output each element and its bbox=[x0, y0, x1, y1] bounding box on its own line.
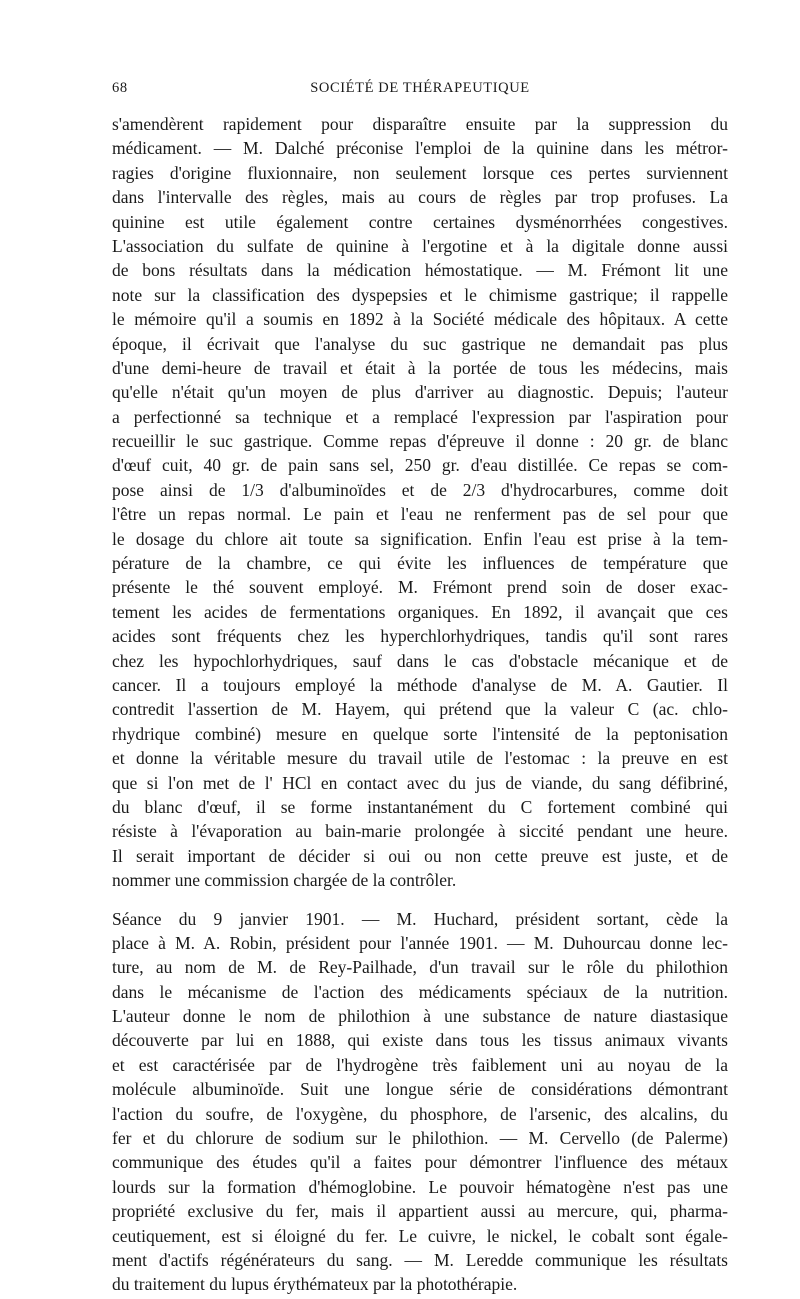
text-line: présente le thé souvent employé. M. Frémont prend soin de doser exac- bbox=[112, 577, 728, 598]
journal-title: SOCIÉTÉ DE THÉRAPEUTIQUE bbox=[310, 80, 530, 96]
text-line: ture, au nom de M. de Rey-Pailhade, d'un travail sur le rôle du philothion bbox=[112, 957, 728, 978]
body-text bbox=[112, 112, 728, 1297]
text-line: l'être un repas normal. Le pain et l'eau ne renferment pas de sel pour que bbox=[112, 504, 728, 525]
text-line: recueillir le suc gastrique. Comme repas d'épreuve il donne : 20 gr. de blanc bbox=[112, 431, 728, 452]
text-line: ceutiquement, est si éloigné du fer. Le cuivre, le nickel, le cobalt sont égale- bbox=[112, 1225, 728, 1246]
running-head bbox=[112, 80, 728, 100]
text-line: résiste à l'évaporation au bain-marie prolongée à siccité pendant une heure. bbox=[112, 821, 728, 842]
text-line: dans le mécanisme de l'action des médicaments spéciaux de la nutrition. bbox=[112, 981, 728, 1002]
text-line: nommer une commission chargée de la contrôler. bbox=[112, 870, 457, 891]
text-line: Séance du 9 janvier 1901. — M. Huchard, président sortant, cède la bbox=[112, 908, 728, 929]
text-line: pose ainsi de 1/3 d'albuminoïdes et de 2/3 d'hydrocarbures, comme doit bbox=[112, 479, 728, 500]
text-line: ment d'actifs régénérateurs du sang. — M. Leredde communique les résultats bbox=[112, 1249, 728, 1270]
text-line: et est caractérisée par de l'hydrogène très faiblement uni au noyau de la bbox=[112, 1054, 728, 1075]
paragraph-seance-9-janvier-1901 bbox=[112, 907, 728, 1297]
text-line: L'association du sulfate de quinine à l'ergotine et à la digitale donne aussi bbox=[112, 235, 728, 256]
text-line: le dosage du chlore ait toute sa signification. Enfin l'eau est prise à la tem- bbox=[112, 528, 728, 549]
text-line: qu'elle n'était qu'un moyen de plus d'arriver au diagnostic. Depuis; l'auteur bbox=[112, 382, 728, 403]
text-line: de bons résultats dans la médication hémostatique. — M. Frémont lit une bbox=[112, 260, 728, 281]
text-line: d'œuf cuit, 40 gr. de pain sans sel, 250 gr. d'eau distillée. Ce repas se com- bbox=[112, 455, 728, 476]
text-line: chez les hypochlorhydriques, sauf dans le cas d'obstacle mécanique et de bbox=[112, 650, 728, 671]
text-line: s'amendèrent rapidement pour disparaître ensuite par la suppression du bbox=[112, 114, 728, 134]
text-line: fer et du chlorure de sodium sur le philothion. — M. Cervello (de Palerme) bbox=[112, 1128, 728, 1149]
text-line: tement les acides de fermentations organiques. En 1892, il avançait que ces bbox=[112, 601, 728, 622]
text-line: communique des études qu'il a faites pour démontrer l'influence des métaux bbox=[112, 1152, 728, 1173]
text-line: lourds sur la formation d'hémoglobine. Le pouvoir hématogène n'est pas une bbox=[112, 1176, 728, 1197]
text-line: Il serait important de décider si oui ou non cette preuve est juste, et de bbox=[112, 845, 728, 866]
text-line: dans l'intervalle des règles, mais au cours de règles par trop profuses. La bbox=[112, 187, 728, 208]
text-line: et donne la véritable mesure du travail utile de l'estomac : la preuve en est bbox=[112, 748, 728, 769]
text-line: l'action du soufre, de l'oxygène, du phosphore, de l'arsenic, des alcalins, du bbox=[112, 1103, 728, 1124]
text-line: pérature de la chambre, ce qui évite les influences de température que bbox=[112, 553, 728, 574]
text-line: acides sont fréquents chez les hyperchlorhydriques, tandis qu'il sont rares bbox=[112, 626, 728, 647]
text-line: que si l'on met de l' HCl en contact avec du jus de viande, du sang défibriné, bbox=[112, 772, 728, 793]
text-line: rhydrique combiné) mesure en quelque sorte l'intensité de la peptonisation bbox=[112, 723, 728, 744]
text-line: du traitement du lupus érythémateux par la photothérapie. bbox=[112, 1274, 518, 1295]
text-line: d'une demi-heure de travail et était à la portée de tous les médecins, mais bbox=[112, 357, 728, 378]
text-line: L'auteur donne le nom de philothion à une substance de nature diastasique bbox=[112, 1006, 728, 1027]
page-number: 68 bbox=[112, 80, 128, 96]
text-line: du blanc d'œuf, il se forme instantanément du C fortement combiné qui bbox=[112, 796, 728, 817]
text-line: note sur la classification des dyspepsies et le chimisme gastrique; il rappelle bbox=[112, 284, 728, 305]
text-line: ragies d'origine fluxionnaire, non seulement lorsque ces pertes surviennent bbox=[112, 162, 728, 183]
text-line: contredit l'assertion de M. Hayem, qui prétend que la valeur C (ac. chlo- bbox=[112, 699, 728, 720]
paragraph-first bbox=[112, 112, 728, 893]
text-line: place à M. A. Robin, président pour l'année 1901. — M. Duhourcau donne lec- bbox=[112, 932, 728, 953]
paragraph-gap bbox=[112, 893, 728, 907]
text-line: époque, il écrivait que l'analyse du suc gastrique ne demandait pas plus bbox=[112, 333, 728, 354]
text-line: quinine est utile également contre certaines dysménorrhées congestives. bbox=[112, 211, 728, 232]
text-line: propriété exclusive du fer, mais il appartient aussi au mercure, qui, pharma- bbox=[112, 1201, 728, 1222]
text-line: a perfectionné sa technique et a remplacé l'expression par l'aspiration pour bbox=[112, 406, 728, 427]
text-line: médicament. — M. Dalché préconise l'emploi de la quinine dans les métror- bbox=[112, 138, 728, 159]
text-line: molécule albuminoïde. Suit une longue série de considérations démontrant bbox=[112, 1079, 728, 1100]
text-line: cancer. Il a toujours employé la méthode d'analyse de M. A. Gautier. Il bbox=[112, 674, 728, 695]
text-line: découverte par lui en 1888, qui existe dans tous les tissus animaux vivants bbox=[112, 1030, 728, 1051]
text-line: le mémoire qu'il a soumis en 1892 à la Société médicale des hôpitaux. A cette bbox=[112, 309, 728, 330]
